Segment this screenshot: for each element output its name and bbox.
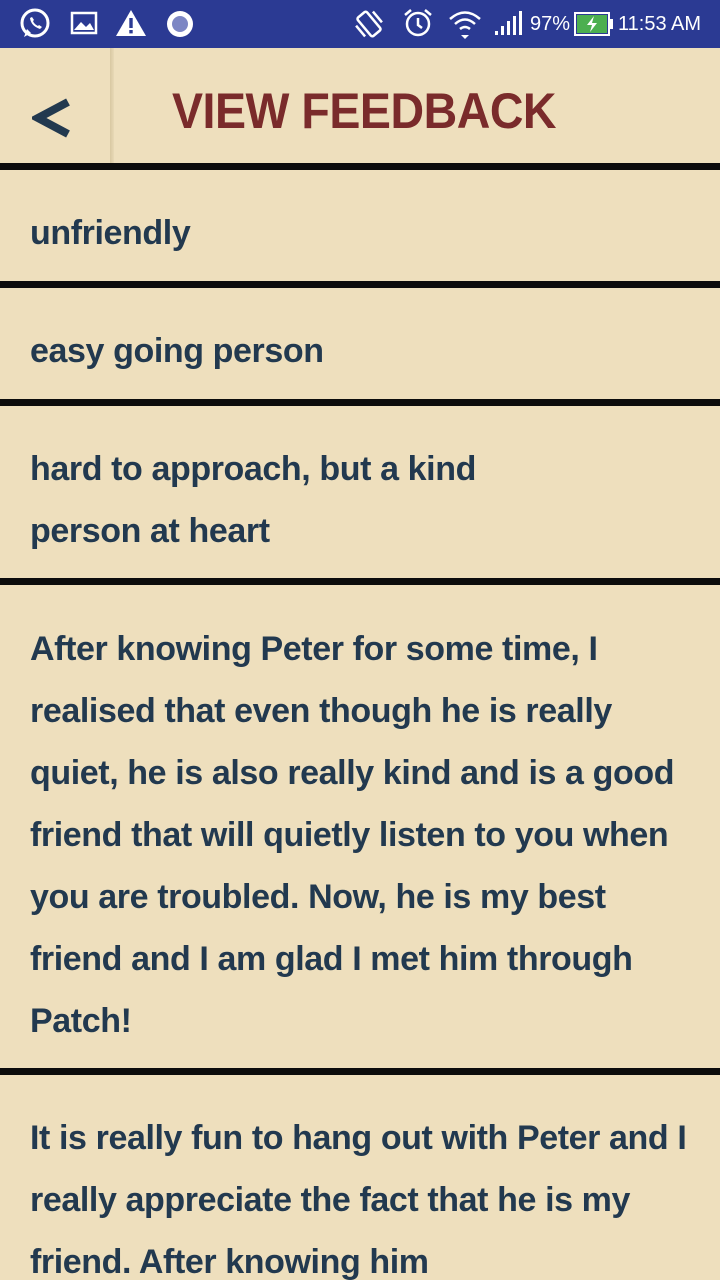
record-icon (164, 8, 196, 45)
vibrate-icon (352, 7, 386, 46)
wifi-icon (448, 8, 482, 45)
feedback-item (0, 406, 720, 578)
alarm-icon (402, 7, 434, 44)
whatsapp-icon (18, 7, 52, 46)
clock-time: 11:53 AM (618, 13, 702, 35)
feedback-text: hard to approach, but a kind person at heart (30, 450, 476, 550)
feedback-item (0, 288, 720, 400)
divider (0, 163, 720, 170)
header-divider (110, 48, 114, 163)
divider (0, 578, 720, 585)
feedback-item (0, 585, 720, 1069)
feedback-text: easy going person (30, 332, 324, 370)
feedback-text: It is really fun to hang out with Peter and I really appreciate the fact that he is my friend. After knowing him (30, 1119, 687, 1280)
warning-icon (115, 8, 147, 43)
feedback-text: After knowing Peter for some time, I realised that even though he is really quiet, he is also really kind and is a good friend that will quietly listen to you when you are troubled. Now, he is my best friend and I am glad I met him through Patch! (30, 630, 675, 1040)
status-bar (0, 0, 720, 48)
signal-icon (493, 9, 525, 42)
back-arrow-icon (32, 96, 72, 140)
divider (0, 281, 720, 288)
feedback-text: unfriendly (30, 214, 191, 252)
gallery-icon (70, 10, 98, 41)
feedback-item (0, 1075, 720, 1280)
feedback-item (0, 170, 720, 282)
divider (0, 399, 720, 406)
header (0, 48, 720, 163)
battery-percent: 97% (530, 13, 571, 35)
divider (0, 1068, 720, 1075)
back-button[interactable] (0, 48, 110, 163)
battery-charging-icon (574, 12, 614, 41)
page-title: VIEW FEEDBACK (172, 83, 557, 139)
